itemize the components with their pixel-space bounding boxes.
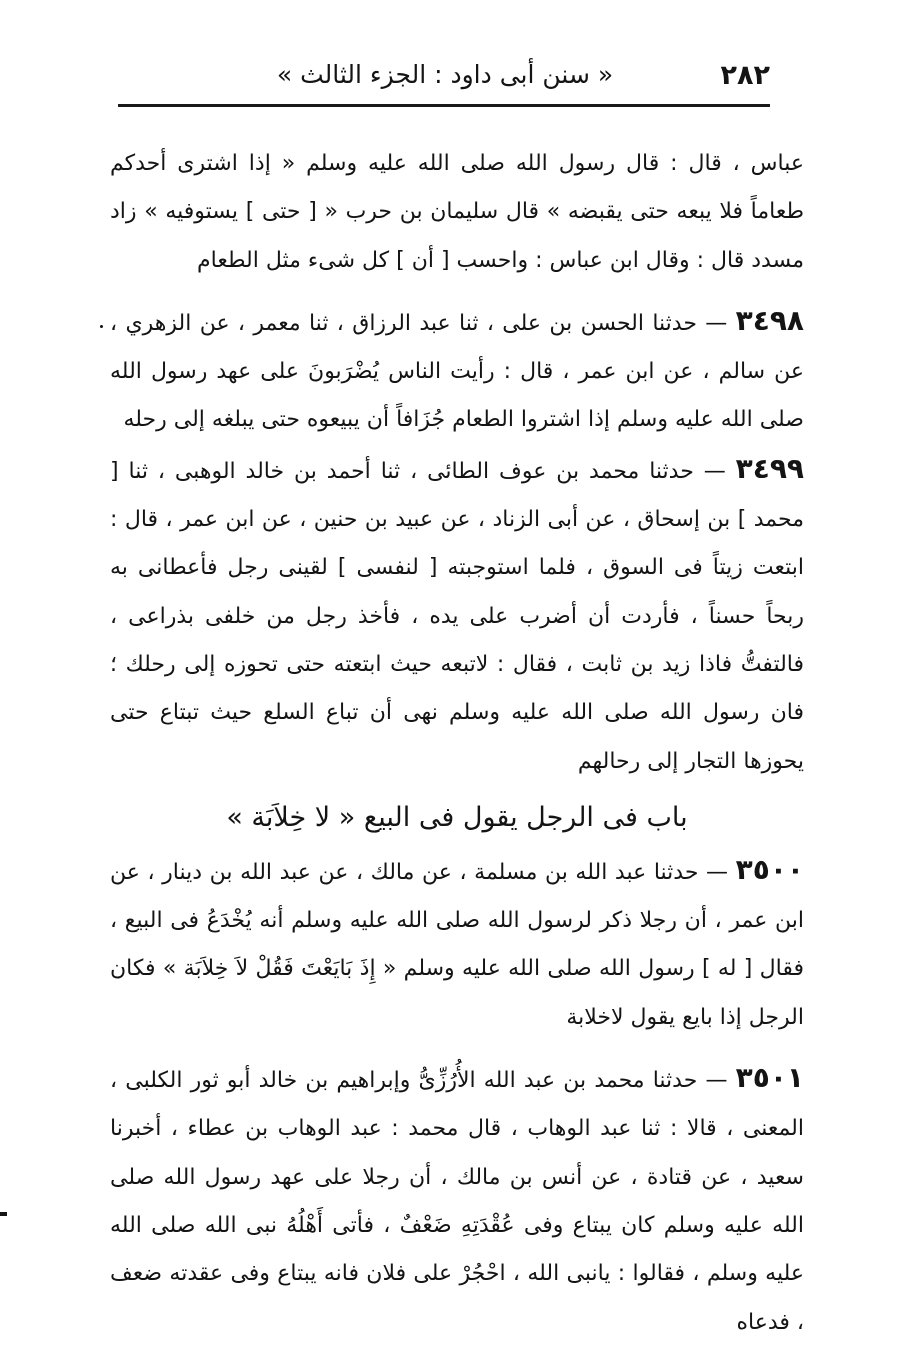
margin-mark (0, 1212, 7, 1216)
page-number: ٢٨٢ (720, 60, 770, 91)
hadith-number: ٣٤٩٨ (735, 303, 805, 337)
hadith-text: — حدثنا عبد الله بن مسلمة ، عن مالك ، عن عبد الله بن دينار ، عن ابن عمر ، أن رجلا ذكر لرسول الله صلى الله عليه وسلم أنه يُخْدَعُ فى البيع ، فقال [ له ] رسول الله صلى الله عليه وسلم « إِذَ بَايَعْتَ فَقُلْ لاَ خِلاَبَة » فكان الرجل إذا بايع يقول لاخلابة (110, 859, 804, 1030)
hadith-text: — حدثنا محمد بن عبد الله الأُرُزِّىُّ وإبراهيم بن خالد أبو ثور الكلبى ، المعنى ، قالا : ثنا عبد الوهاب ، قال محمد : عبد الوهاب بن عطاء ، أخبرنا سعيد ، عن قتادة ، عن أنس بن مالك ، أن رجلا على عهد رسول الله صلى الله عليه وسلم كان يبتاع وفى عُقْدَتِهِ ضَعْفٌ ، فأتى أَهْلُهُ نبى الله صلى الله عليه وسلم ، فقالوا : يانبى الله ، احْجُرْ على فلان فانه يبتاع وفى عقدته ضعف ، فدعاه (110, 1068, 804, 1335)
hadith-number: ٣٥٠١ (735, 1061, 804, 1095)
hadith-3501 (110, 1054, 804, 1347)
page-body (110, 140, 804, 1347)
hadith-3500 (110, 846, 804, 1042)
hadith-3499 (110, 445, 804, 786)
header-rule (118, 104, 770, 107)
hadith-text: — حدثنا محمد بن عوف الطائى ، ثنا أحمد بن خالد الوهبى ، ثنا [ محمد ] بن إسحاق ، عن أبى الزناد ، عن عبيد بن حنين ، عن ابن عمر ، قال : ابتعت زيتاً فى السوق ، فلما استوجبته [ لنفسى ] لقينى رجل فأعطانى به ربحاً حسناً ، فأردت أن أضرب على يده ، فأخذ رجل من خلفى بذراعى ، فالتفتُّ فاذا زيد بن ثابت ، فقال : لاتبعه حيث ابتعته حتى تحوزه إلى رحلك ؛ فان رسول الله صلى الله عليه وسلم نهى أن تباع السلع حيث تبتاع حتى يحوزها التجار إلى رحالهم (110, 458, 804, 774)
running-title: « سنن أبى داود : الجزء الثالث » (276, 60, 614, 89)
hadith-3498 (110, 297, 804, 445)
chapter-title: باب فى الرجل يقول فى البيع « لا خِلاَبَة » (226, 801, 688, 833)
margin-dot (100, 325, 103, 328)
paragraph-continuation: عباس ، قال : قال رسول الله صلى الله عليه وسلم « إذا اشترى أحدكم طعاماً فلا يبعه حتى يقبضه » قال سليمان بن حرب « [ حتى ] يستوفيه » زاد مسدد قال : وقال ابن عباس : واحسب [ أن ] كل شىء مثل الطعام (110, 151, 804, 273)
page-header (120, 58, 770, 98)
hadith-text: — حدثنا الحسن بن على ، ثنا عبد الرزاق ، ثنا معمر ، عن الزهري ، عن سالم ، عن ابن عمر ، قال : رأيت الناس يُضْرَبونَ على عهد رسول الله صلى الله عليه وسلم إذا اشتروا الطعام جُزَافاً أن يبيعوه حتى يبلغه إلى رحله (110, 310, 804, 433)
hadith-number: ٣٤٩٩ (735, 451, 804, 485)
hadith-number: ٣٥٠٠ (735, 852, 805, 886)
